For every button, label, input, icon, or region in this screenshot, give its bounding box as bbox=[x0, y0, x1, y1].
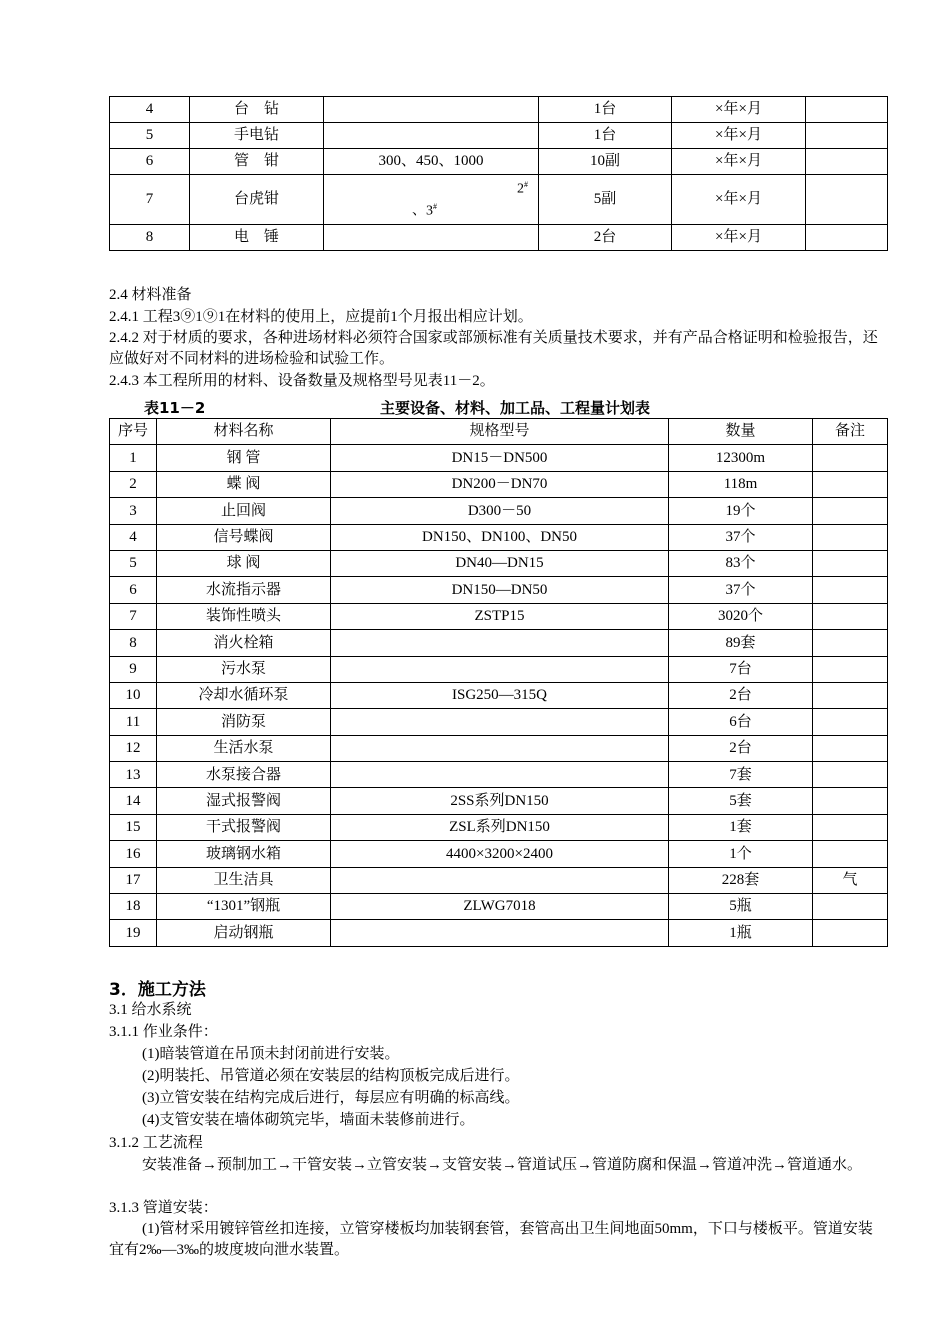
materials-table bbox=[109, 418, 888, 947]
material-cell-qty: 37个 bbox=[669, 524, 813, 550]
material-cell-name: 干式报警阀 bbox=[157, 814, 331, 840]
material-cell-name: 止回阀 bbox=[157, 498, 331, 524]
material-cell-qty: 5套 bbox=[669, 788, 813, 814]
material-cell-no: 9 bbox=[110, 656, 157, 682]
material-cell-name: 球 阀 bbox=[157, 550, 331, 576]
tool-cell-no: 6 bbox=[110, 149, 190, 175]
material-cell-no: 17 bbox=[110, 867, 157, 893]
header-qty: 数量 bbox=[669, 419, 813, 445]
section-3-1-2: 3.1.2 工艺流程 bbox=[109, 1135, 203, 1151]
tool-row bbox=[110, 97, 888, 123]
material-cell-spec bbox=[331, 735, 669, 761]
material-cell-note bbox=[813, 603, 888, 629]
material-cell-note bbox=[813, 788, 888, 814]
tool-cell-no: 5 bbox=[110, 123, 190, 149]
header-note: 备注 bbox=[813, 419, 888, 445]
tool-row bbox=[110, 123, 888, 149]
tool-cell-no: 4 bbox=[110, 97, 190, 123]
material-cell-note bbox=[813, 920, 888, 946]
section-2-4-title: 2.4 材料准备 bbox=[109, 287, 192, 303]
tool-row bbox=[110, 225, 888, 251]
tool-cell-name: 台虎钳 bbox=[190, 175, 324, 225]
table-caption-number: 表11－2 bbox=[144, 399, 206, 417]
table-row bbox=[110, 894, 888, 920]
tool-cell-time: ×年×月 bbox=[672, 97, 806, 123]
material-cell-spec: DN200－DN70 bbox=[331, 471, 669, 497]
material-cell-no: 16 bbox=[110, 841, 157, 867]
material-cell-note bbox=[813, 894, 888, 920]
section-3-1-1: 3.1.1 作业条件： bbox=[109, 1024, 218, 1040]
material-cell-spec: ZSL系列DN150 bbox=[331, 814, 669, 840]
material-cell-qty: 12300m bbox=[669, 445, 813, 471]
material-cell-qty: 19个 bbox=[669, 498, 813, 524]
material-cell-spec bbox=[331, 630, 669, 656]
section-3-1-3: 3.1.3 管道安装： bbox=[109, 1200, 218, 1216]
tool-row bbox=[110, 149, 888, 175]
material-cell-note bbox=[813, 709, 888, 735]
material-cell-name: 启动钢瓶 bbox=[157, 920, 331, 946]
material-cell-name: “1301”钢瓶 bbox=[157, 894, 331, 920]
material-cell-name: 冷却水循环泵 bbox=[157, 682, 331, 708]
tool-cell-spec bbox=[324, 123, 539, 149]
material-cell-spec bbox=[331, 920, 669, 946]
material-cell-name: 消火栓箱 bbox=[157, 630, 331, 656]
material-cell-no: 2 bbox=[110, 471, 157, 497]
tool-cell-time: ×年×月 bbox=[672, 149, 806, 175]
material-cell-note bbox=[813, 814, 888, 840]
material-cell-spec: D300－50 bbox=[331, 498, 669, 524]
table-header-row bbox=[110, 419, 888, 445]
material-cell-qty: 2台 bbox=[669, 735, 813, 761]
material-cell-spec: ZLWG7018 bbox=[331, 894, 669, 920]
tool-cell-note bbox=[806, 149, 888, 175]
material-cell-no: 8 bbox=[110, 630, 157, 656]
material-cell-name: 水流指示器 bbox=[157, 577, 331, 603]
header-no: 序号 bbox=[110, 419, 157, 445]
material-cell-name: 湿式报警阀 bbox=[157, 788, 331, 814]
material-cell-qty: 7台 bbox=[669, 656, 813, 682]
tool-cell-qty: 2台 bbox=[539, 225, 672, 251]
material-cell-qty: 5瓶 bbox=[669, 894, 813, 920]
tool-cell-name: 手电钻 bbox=[190, 123, 324, 149]
table-row bbox=[110, 867, 888, 893]
para-2-4-3: 2.4.3 本工程所用的材料、设备数量及规格型号见表11－2。 bbox=[109, 373, 495, 389]
condition-3: (3)立管安装在结构完成后进行，每层应有明确的标高线。 bbox=[142, 1090, 520, 1106]
material-cell-note bbox=[813, 656, 888, 682]
material-cell-spec: DN150、DN100、DN50 bbox=[331, 524, 669, 550]
material-cell-name: 蝶 阀 bbox=[157, 471, 331, 497]
material-cell-qty: 1个 bbox=[669, 841, 813, 867]
material-cell-spec: 2SS系列DN150 bbox=[331, 788, 669, 814]
material-cell-name: 玻璃钢水箱 bbox=[157, 841, 331, 867]
process-flow: 安装准备→预制加工→干管安装→立管安装→支管安装→管道试压→管道防腐和保温→管道冲洗→管道通水。 bbox=[142, 1157, 863, 1173]
table-row bbox=[110, 471, 888, 497]
table-row bbox=[110, 498, 888, 524]
material-cell-no: 6 bbox=[110, 577, 157, 603]
table-row bbox=[110, 445, 888, 471]
material-cell-qty: 228套 bbox=[669, 867, 813, 893]
material-cell-spec: DN150—DN50 bbox=[331, 577, 669, 603]
section-3-1: 3.1 给水系统 bbox=[109, 1002, 192, 1018]
material-cell-no: 13 bbox=[110, 762, 157, 788]
material-cell-qty: 2台 bbox=[669, 682, 813, 708]
tool-cell-no: 7 bbox=[110, 175, 190, 225]
material-cell-qty: 37个 bbox=[669, 577, 813, 603]
material-cell-no: 14 bbox=[110, 788, 157, 814]
material-cell-spec: DN15－DN500 bbox=[331, 445, 669, 471]
table-row bbox=[110, 603, 888, 629]
condition-1: (1)暗装管道在吊顶未封闭前进行安装。 bbox=[142, 1046, 400, 1062]
tool-cell-note bbox=[806, 175, 888, 225]
material-cell-note bbox=[813, 841, 888, 867]
material-cell-spec: DN40—DN15 bbox=[331, 550, 669, 576]
tool-cell-qty: 5副 bbox=[539, 175, 672, 225]
material-cell-note bbox=[813, 498, 888, 524]
material-cell-no: 1 bbox=[110, 445, 157, 471]
material-cell-name: 污水泵 bbox=[157, 656, 331, 682]
material-cell-name: 卫生洁具 bbox=[157, 867, 331, 893]
tool-cell-name: 电 锤 bbox=[190, 225, 324, 251]
material-cell-no: 4 bbox=[110, 524, 157, 550]
material-cell-name: 信号蝶阀 bbox=[157, 524, 331, 550]
table-row bbox=[110, 577, 888, 603]
material-cell-note bbox=[813, 630, 888, 656]
material-cell-spec: 4400×3200×2400 bbox=[331, 841, 669, 867]
tool-cell-name: 台 钻 bbox=[190, 97, 324, 123]
material-cell-no: 12 bbox=[110, 735, 157, 761]
tool-cell-spec bbox=[324, 225, 539, 251]
material-cell-spec bbox=[331, 867, 669, 893]
material-cell-note bbox=[813, 445, 888, 471]
table-row bbox=[110, 709, 888, 735]
tool-cell-name: 管 钳 bbox=[190, 149, 324, 175]
material-cell-qty: 118m bbox=[669, 471, 813, 497]
material-cell-qty: 6台 bbox=[669, 709, 813, 735]
tool-cell-qty: 1台 bbox=[539, 123, 672, 149]
tool-table bbox=[109, 96, 888, 251]
material-cell-name: 水泵接合器 bbox=[157, 762, 331, 788]
table-row bbox=[110, 788, 888, 814]
tool-cell-note bbox=[806, 225, 888, 251]
table-caption-title: 主要设备、材料、加工品、工程量计划表 bbox=[380, 399, 651, 417]
header-spec: 规格型号 bbox=[331, 419, 669, 445]
material-cell-name: 生活水泵 bbox=[157, 735, 331, 761]
tool-cell-spec bbox=[324, 97, 539, 123]
table-row bbox=[110, 920, 888, 946]
material-cell-qty: 3020个 bbox=[669, 603, 813, 629]
material-cell-no: 15 bbox=[110, 814, 157, 840]
para-2-4-2: 2.4.2 对于材质的要求，各种进场材料必须符合国家或部颁标准有关质量技术要求，并有产品合格证明和检验报告，还应做好对不同材料的进场检验和试验工作。 bbox=[109, 330, 878, 367]
material-cell-name: 消防泵 bbox=[157, 709, 331, 735]
table-row bbox=[110, 550, 888, 576]
tool-cell-spec: 300、450、1000 bbox=[324, 149, 539, 175]
material-cell-no: 11 bbox=[110, 709, 157, 735]
table-row bbox=[110, 682, 888, 708]
material-cell-spec: ISG250—315Q bbox=[331, 682, 669, 708]
tool-cell-time: ×年×月 bbox=[672, 225, 806, 251]
tool-cell-note bbox=[806, 97, 888, 123]
condition-2: (2)明装托、吊管道必须在安装层的结构顶板完成后进行。 bbox=[142, 1068, 520, 1084]
material-cell-no: 19 bbox=[110, 920, 157, 946]
material-cell-name: 装饰性喷头 bbox=[157, 603, 331, 629]
material-cell-no: 18 bbox=[110, 894, 157, 920]
material-cell-note bbox=[813, 550, 888, 576]
table-row bbox=[110, 814, 888, 840]
para-2-4-1: 2.4.1 工程3⑨1⑨1在材料的使用上，应提前1个月报出相应计划。 bbox=[109, 309, 533, 325]
material-cell-qty: 1套 bbox=[669, 814, 813, 840]
table-row bbox=[110, 524, 888, 550]
material-cell-qty: 1瓶 bbox=[669, 920, 813, 946]
material-cell-spec bbox=[331, 709, 669, 735]
material-cell-qty: 89套 bbox=[669, 630, 813, 656]
material-cell-note bbox=[813, 577, 888, 603]
spec-size-3: 、3# bbox=[412, 202, 437, 219]
material-cell-qty: 7套 bbox=[669, 762, 813, 788]
install-para-1: (1)管材采用镀锌管丝扣连接，立管穿楼板均加装钢套管，套管高出卫生间地面50mm，下口与楼板平。管道安装宜有2‰—3‰的坡度坡向泄水装置。 bbox=[109, 1221, 873, 1258]
table-row bbox=[110, 762, 888, 788]
tool-cell-qty: 10副 bbox=[539, 149, 672, 175]
tool-cell-time: ×年×月 bbox=[672, 175, 806, 225]
material-cell-note bbox=[813, 682, 888, 708]
tool-cell-no: 8 bbox=[110, 225, 190, 251]
material-cell-note bbox=[813, 735, 888, 761]
tool-cell-time: ×年×月 bbox=[672, 123, 806, 149]
condition-4: (4)支管安装在墙体砌筑完毕，墙面未装修前进行。 bbox=[142, 1112, 475, 1128]
material-cell-note bbox=[813, 471, 888, 497]
material-cell-no: 7 bbox=[110, 603, 157, 629]
material-cell-no: 3 bbox=[110, 498, 157, 524]
material-cell-no: 10 bbox=[110, 682, 157, 708]
spec-size-2: 2# bbox=[517, 180, 528, 197]
tool-cell-qty: 1台 bbox=[539, 97, 672, 123]
tool-cell-note bbox=[806, 123, 888, 149]
header-name: 材料名称 bbox=[157, 419, 331, 445]
tool-row bbox=[110, 175, 888, 225]
material-cell-spec bbox=[331, 762, 669, 788]
table-row bbox=[110, 656, 888, 682]
material-cell-spec bbox=[331, 656, 669, 682]
table-row bbox=[110, 735, 888, 761]
material-cell-no: 5 bbox=[110, 550, 157, 576]
table-row bbox=[110, 841, 888, 867]
material-cell-note bbox=[813, 762, 888, 788]
material-cell-note bbox=[813, 524, 888, 550]
material-cell-spec: ZSTP15 bbox=[331, 603, 669, 629]
material-cell-qty: 83个 bbox=[669, 550, 813, 576]
section-3-title: 3．施工方法 bbox=[109, 980, 206, 1000]
tool-cell-spec bbox=[324, 175, 539, 225]
table-row bbox=[110, 630, 888, 656]
material-cell-note: 气 bbox=[813, 867, 888, 893]
material-cell-name: 钢 管 bbox=[157, 445, 331, 471]
